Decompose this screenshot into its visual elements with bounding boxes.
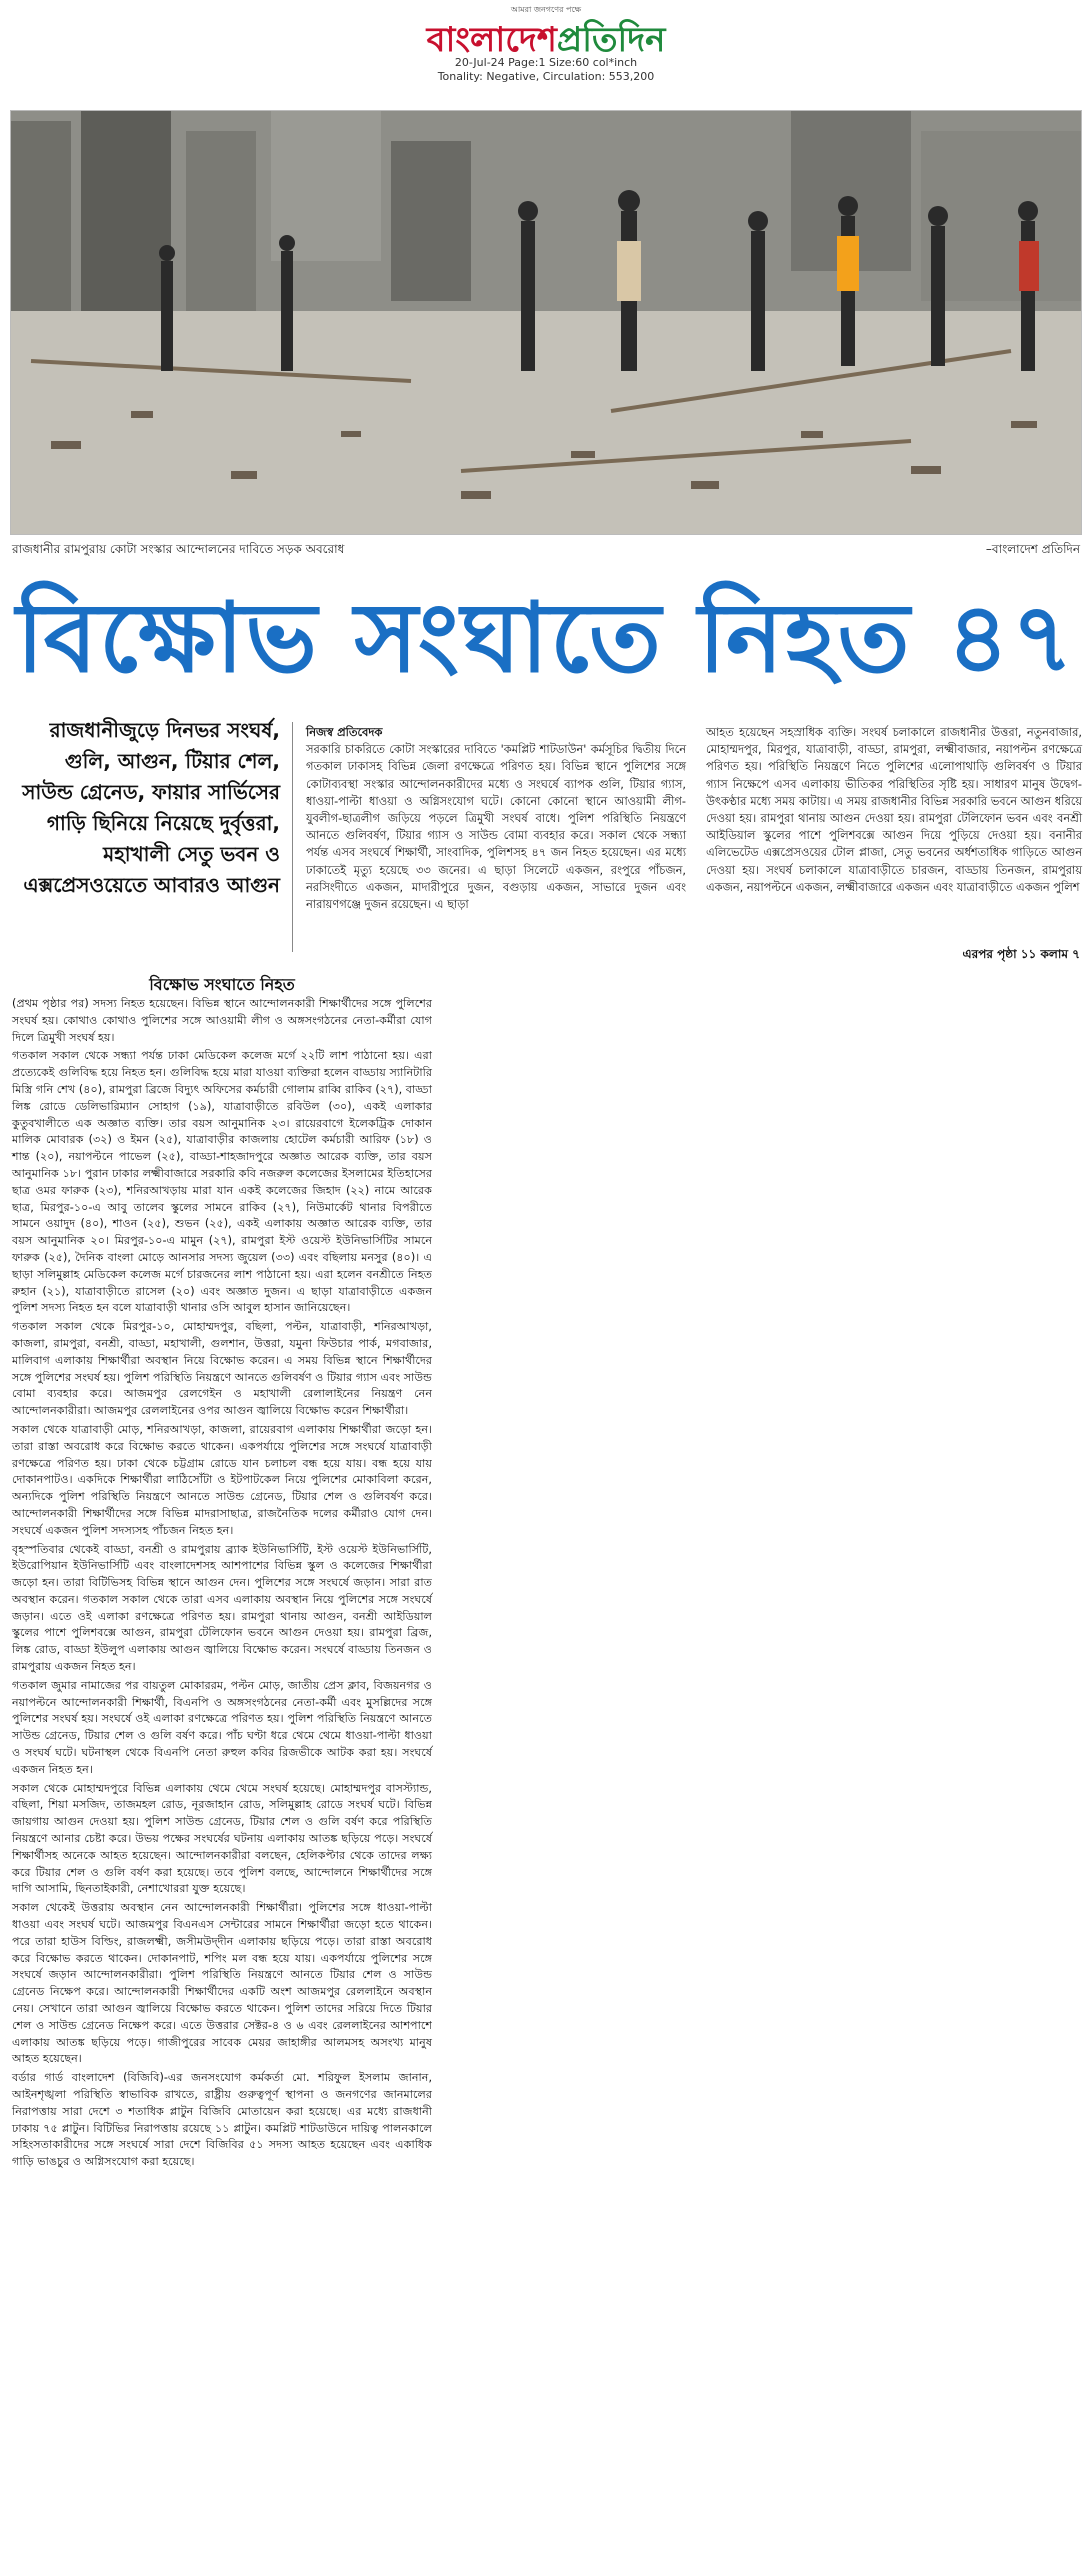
stats-line: Tonality: Negative, Circulation: 553,200 [437,70,655,83]
masthead [0,0,1092,100]
jump-paragraph: সকাল থেকে যাত্রাবাড়ী মোড়, শনিরআখড়া, কাজলা, রায়েরবাগ এলাকায় শিক্ষার্থীরা জড়ো হন। তারা রাস্তা অবরোধ করে বিক্ষোভ করতে থাকেন। একপর্যায়ে পুলিশের সঙ্গে সংঘর্ষে যাত্রাবাড়ী রণক্ষেত্রে পরিণত হয়। ঢাকা থেকে চট্টগ্রাম রোডে যান চলাচল বন্ধ হয়ে যায়। বন্ধ হয়ে যায় দোকানপাটও। একদিকে শিক্ষার্থীরা লাঠিসোঁটা ও ইটপাটকেল নিয়ে পুলিশের মোকাবিলা করেন, অন্যদিকে পুলিশ পরিস্থিতি নিয়ন্ত্রণে আনতে সাউন্ড গ্রেনেড, টিয়ার শেল ও গুলিবর্ষণ করে। আন্দোলনকারী শিক্ষার্থীদের সঙ্গে বিভিন্ন মাদরাসাছাত্র, রাজনৈতিক দলের কর্মীরাও যোগ দেন। সংঘর্ষে একজন পুলিশ সদস্যসহ পাঁচজন নিহত হন। [12,1422,432,1537]
main-headline: বিক্ষোভ সংঘাতে নিহত ৪৭ [16,581,1076,694]
continued-on-page: এরপর পৃষ্ঠা ১১ কলাম ৭ [962,947,1080,961]
article-column-2-text: আহত হয়েছেন সহস্রাধিক ব্যক্তি। সংঘর্ষ চলাকালে রাজধানীর উত্তরা, নতুনবাজার, মোহাম্মদপুর, মিরপুর, যাত্রাবাড়ী, বাড্ডা, রামপুরা, লক্ষ্মীবাজার, নয়াপল্টন রণক্ষেত্রে পরিণত হয়। পরিস্থিতি নিয়ন্ত্রণে নিতে পুলিশের এলোপাথাড়ি গুলিবর্ষণ ও টিয়ার গ্যাস নিক্ষেপে এসব এলাকায় ভীতিকর পরিস্থিতির সৃষ্টি হয়। সাধারণ মানুষ উদ্বেগ-উৎকণ্ঠার মধ্যে সময় কাটায়। এ সময় রাজধানীর বিভিন্ন সরকারি ভবনে আগুন ধরিয়ে দেওয়া হয়। রামপুরা থানায় আগুন দেওয়া হয়। রামপুরা টেলিফোন ভবন এবং বনশ্রী আইডিয়াল স্কুলের পাশে পুলিশবক্সে আগুন দিয়ে পুড়িয়ে দেওয়া হয়। বনানীর এলিভেটেড এক্সপ্রেসওয়ের টোল প্লাজা, সেতু ভবনের অর্ধশতাধিক গাড়িতে আগুন দেওয়া হয়। সংঘর্ষ চলাকালে যাত্রাবাড়ীতে চারজন, বাড্ডায় তিনজন, রামপুরায় একজন, নয়াপল্টনে একজন, লক্ষ্মীবাজারে একজন এবং যাত্রাবাড়ীতে একজন পুলিশ [706,725,1082,894]
jump-paragraph: বর্ডার গার্ড বাংলাদেশ (বিজিবি)-এর জনসংযোগ কর্মকর্তা মো. শরিফুল ইসলাম জানান, আইনশৃঙ্খলা পরিস্থিতি স্বাভাবিক রাখতে, রাষ্ট্রীয় গুরুত্বপূর্ণ স্থাপনা ও জনগণের জানমালের নিরাপত্তায় সারা দেশে ৩ শতাধিক প্লাটুন বিজিবি মোতায়েন করা হয়েছে। এর মধ্যে রাজধানী ঢাকায় ৭৫ প্লাটুন। বিটিভির নিরাপত্তায় রয়েছে ১১ প্লাটুন। কমপ্লিট শাটডাউনে দায়িত্ব পালনকালে সহিংসতাকারীদের সঙ্গে সংঘর্ষে সারা দেশে বিজিবির ৫১ সদস্য আহত হয়েছেন এবং একাধিক গাড়ি ভাঙচুর ও অগ্নিসংযোগ করা হয়েছে। [12,2071,432,2169]
article-column-1-text: সরকারি চাকরিতে কোটা সংস্কারের দাবিতে 'কমপ্লিট শাটডাউন' কর্মসূচির দ্বিতীয় দিনে গতকাল ঢাকাসহ বিভিন্ন জেলা রণক্ষেত্রে পরিণত হয়। বিভিন্ন স্থানে পুলিশের সঙ্গে কোটাব্যবস্থা সংস্কার আন্দোলনকারীদের মধ্যে ও সংঘর্ষে ব্যাপক গুলি, টিয়ার গ্যাস, ধাওয়া-পাল্টা ধাওয়া ও অগ্নিসংযোগ ঘটে। কোনো কোনো স্থানে আওয়ামী লীগ-যুবলীগ-ছাত্রলীগ জড়িয়ে পড়লে ত্রিমুখী সংঘর্ষ বাধে। পুলিশ পরিস্থিতি নিয়ন্ত্রণে আনতে গুলিবর্ষণ, টিয়ার গ্যাস ও সাউন্ড বোমা ব্যবহার করে। সকাল থেকে সন্ধ্যা পর্যন্ত এসব সংঘর্ষে শিক্ষার্থী, সাংবাদিক, পুলিশসহ ৪৭ জন নিহত হয়েছেন। এর মধ্যে ঢাকাতেই মৃত্যু হয়েছে ৩৩ জনের। এ ছাড়া সিলেটে একজন, রংপুরে পাঁচজন, নরসিংদীতে একজন, মাদারীপুরে দুজন, বগুড়ায় একজন, সাভারে দুজন এবং নারায়ণগঞ্জে দুজন রয়েছেন। এ ছাড়া [306,742,686,912]
byline: নিজস্ব প্রতিবেদক [306,725,383,739]
jump-paragraph: গতকাল জুমার নামাজের পর বায়তুল মোকাররম, পল্টন মোড়, জাতীয় প্রেস ক্লাব, বিজয়নগর ও নয়াপল্টনে আন্দোলনকারী শিক্ষার্থী, বিএনপি ও অঙ্গসংগঠনের নেতা-কর্মী এবং মুসল্লিদের সঙ্গে পুলিশের সংঘর্ষ হয়। সংঘর্ষে ওই এলাকা রণক্ষেত্রে পরিণত হয়। পুলিশ পরিস্থিতি নিয়ন্ত্রণে আনতে সাউন্ড গ্রেনেড, টিয়ার শেল ও গুলি বর্ষণ করে। পাঁচ ঘণ্টা ধরে থেমে থেমে ধাওয়া-পাল্টা ধাওয়া ও সংঘর্ষ ঘটে। ঘটনাস্থল থেকে বিএনপি নেতা রুহুল কবির রিজভীকে আটক করা হয়। সংঘর্ষে একজন নিহত হন। [12,1678,432,1776]
jump-page-body [12,996,432,2173]
street-clash-photo-illustration [11,111,1081,534]
jump-page-title: বিক্ষোভ সংঘাতে নিহত [149,975,295,994]
jump-paragraph: গতকাল সকাল থেকে সন্ধ্যা পর্যন্ত ঢাকা মেডিকেল কলেজ মর্গে ২২টি লাশ পাঠানো হয়। এরা প্রত্যেকেই গুলিবিদ্ধ হয়ে নিহত হন। গুলিবিদ্ধ হয়ে মারা যাওয়া ব্যক্তিরা হলেন বাড্ডায় স্যানিটারি মিস্ত্রি গনি শেখ (৪০), রামপুরা ব্রিজে বিদ্যুৎ অফিসের কর্মচারী গোলাম রাব্বি রাকিব (২৭), বাড্ডা লিঙ্ক রোডে ডেলিভারিম্যান সোহাগ (১৯), যাত্রাবাড়ীতে রবিউল (৩০), একই এলাকার কুতুবখালীতে এক অজ্ঞাত ব্যক্তি। তার বয়স আনুমানিক ২৩। রায়েরবাগে ইলেকট্রিক দোকান মালিক মোবারক (৩২) ও ইমন (২৫), যাত্রাবাড়ীর কাজলায় হোটেল কর্মচারী আরিফ (১৮) ও শান্ত (২০), নয়াপল্টনে পাভেল (২৫), বাড্ডা-শাহজাদপুরে অজ্ঞাত আরেক ব্যক্তি, তার বয়স আনুমানিক ১৮। পুরান ঢাকার লক্ষ্মীবাজারে সরকারি কবি নজরুল কলেজের ইসলামের ইতিহাসের ছাত্র ওমর ফারুক (২৩), শনিরআখড়ায় মারা যান একই কলেজের জিহাদ (২২) নামে আরেক ছাত্র, মিরপুর-১০-এ আবু তালেব স্কুলের সামনে রাকিব (২৭), নিউমার্কেট থানার বিপরীতে সামনে ওয়াদুদ (৪০), শাওন (২৫), শুভন (২৫), একই এলাকায় অজ্ঞাত আরেক ব্যক্তি, তার বয়স আনুমানিক ২০। মিরপুর-১০-এ মামুন (২৭), রামপুরা ইস্ট ওয়েস্ট ইউনিভার্সিটির সামনে ফারুক (২৫), দৈনিক বাংলা মোড়ে আনসার সদস্য জুয়েল (৩৩) এবং বছিলায় মনসুর (৪০)। এ ছাড়া সলিমুল্লাহ মেডিকেল কলেজ মর্গে চারজনের লাশ পাঠানো হয়। এরা হলেন বনশ্রীতে নিহত রুহান (২১), যাত্রাবাড়ীতে রাসেল (২০) এবং অজ্ঞাত দুজন। এ ছাড়া যাত্রাবাড়ীতে একজন পুলিশ সদস্য নিহত হন বলে যাত্রাবাড়ী থানার ওসি আবুল হাসান জানিয়েছেন। [12,1049,432,1315]
article-column-1 [306,724,686,913]
jump-paragraph: সকাল থেকেই উত্তরায় অবস্থান নেন আন্দোলনকারী শিক্ষার্থীরা। পুলিশের সঙ্গে ধাওয়া-পাল্টা ধাওয়া এবং সংঘর্ষ ঘটে। আজমপুর বিএনএস সেন্টারের সামনে শিক্ষার্থীরা জড়ো হতে থাকেন। পরে তারা হাউস বিল্ডিং, রাজলক্ষ্মী, জসীমউদ্‌দীন এলাকায় ছড়িয়ে পড়ে। তারা রাস্তা অবরোধ করে বিক্ষোভ করতে থাকেন। দোকানপাট, শপিং মল বন্ধ হয়ে যায়। একপর্যায়ে পুলিশের সঙ্গে সংঘর্ষে জড়ান আন্দোলনকারীরা। পুলিশ পরিস্থিতি নিয়ন্ত্রণে আনতে টিয়ার শেল ও সাউন্ড গ্রেনেড নিক্ষেপ করে। আন্দোলনকারী শিক্ষার্থীদের একটি অংশ আজমপুর রেললাইনে অবস্থান নেয়। সেখানে তারা আগুন জ্বালিয়ে বিক্ষোভ করতে থাকেন। পুলিশ তাদের সরিয়ে দিতে টিয়ার শেল ও সাউন্ড গ্রেনেড নিক্ষেপ করে। এতে উত্তরার সেক্টর-৪ ও ৬ এবং রেললাইনের আশপাশে এলাকায় আতঙ্ক ছড়িয়ে পড়ে। গাজীপুরের সাবেক মেয়র জাহাঙ্গীর আলমসহ অসংখ্য মানুষ আহত হয়েছেন। [12,1901,432,2066]
date-line: 20-Jul-24 Page:1 Size:60 col*inch [454,56,638,69]
photo-caption: রাজধানীর রামপুরায় কোটা সংস্কার আন্দোলনের দাবিতে সড়ক অবরোধ [12,542,345,556]
article-column-2 [706,724,1082,896]
photo-credit: –বাংলাদেশ প্রতিদিন [985,542,1080,556]
jump-paragraph: সকাল থেকে মোহাম্মদপুরে বিভিন্ন এলাকায় থেমে থেমে সংঘর্ষ হয়েছে। মোহাম্মদপুর বাসস্ট্যান্ড, বছিলা, শিয়া মসজিদ, তাজমহল রোড, নূরজাহান রোড, সলিমুল্লাহ রোডে সংঘর্ষ ঘটে। বিভিন্ন জায়গায় আগুন দেওয়া হয়। পুলিশ সাউন্ড গ্রেনেড, টিয়ার শেল ও গুলি বর্ষণ করে পরিস্থিতি নিয়ন্ত্রণে আনার চেষ্টা করে। উভয় পক্ষের সংঘর্ষের ঘটনায় এলাকায় আতঙ্ক ছড়িয়ে পড়ে। সংঘর্ষে শিক্ষার্থীসহ অনেকে আহত হয়েছেন। আন্দোলনকারীরা বলছেন, হেলিকপ্টার থেকে তাদের লক্ষ্য করে টিয়ার শেল ও গুলি বর্ষণ করা হয়েছে। তবে পুলিশ বলছে, আন্দোলনে শিক্ষার্থীদের সঙ্গে দাগি আসামি, ছিনতাইকারী, নেশাখোররা যুক্ত হয়েছে। [12,1781,432,1896]
masthead-tagline: আমরা জনগণের পক্ষে [510,5,582,14]
news-photo [10,110,1082,535]
logo-part-1: বাংলাদেশ [426,20,557,60]
jump-paragraph: গতকাল সকাল থেকে মিরপুর-১০, মোহাম্মদপুর, বছিলা, পল্টন, যাত্রাবাড়ী, শনিরআখড়া, কাজলা, রামপুরা, বনশ্রী, বাড্ডা, মহাখালী, গুলশান, উত্তরা, যমুনা ফিউচার পার্ক, মগবাজার, মালিবাগ এলাকায় শিক্ষার্থীরা অবস্থান নিয়ে বিক্ষোভ করেন। এ সময় বিভিন্ন স্থানে শিক্ষার্থীদের সঙ্গে পুলিশের সংঘর্ষ হয়। পুলিশ পরিস্থিতি নিয়ন্ত্রণে আনতে গুলিবর্ষণ ও টিয়ার গ্যাস এবং সাউন্ড বোমা ব্যবহার করে। আজমপুর রেলগেইন ও মহাখালী রেলালাইনের নিয়ন্ত্রণ নেন আন্দোলনকারীরা। আজমপুর রেললাইনের ওপর আগুন জ্বালিয়ে বিক্ষোভ করেন শিক্ষার্থীরা। [12,1320,432,1418]
jump-paragraph: বৃহস্পতিবার থেকেই বাড্ডা, বনশ্রী ও রামপুরায় ব্র্যাক ইউনিভার্সিটি, ইস্ট ওয়েস্ট ইউনিভার্সিটি, ইউরোপিয়ান ইউনিভার্সিটি এবং বাংলাদেশসহ আশপাশের বিভিন্ন স্কুল ও কলেজের শিক্ষার্থীরা জড়ো হন। তারা বিটিভিসহ বিভিন্ন স্থানে আগুন দেন। পুলিশের সঙ্গে সংঘর্ষে জড়ান। সারা রাত অবস্থান করেন। গতকাল সকাল থেকে তারা এসব এলাকায় অবস্থান নিয়ে পুলিশের সঙ্গে সংঘর্ষে জড়ান। এতে ওই এলাকা রণক্ষেত্রে পরিণত হয়। রামপুরা থানায় আগুন, বনশ্রী আইডিয়াল স্কুলের পাশে পুলিশবক্সে আগুন, রামপুরা টেলিফোন ভবনে আগুন দেওয়া হয়। রামপুরা ব্রিজ, লিঙ্ক রোড, বাড্ডা ইউলুপ এলাকায় আগুন জ্বালিয়ে বিক্ষোভ করেন। সংঘর্ষে বাড্ডায় তিনজন ও রামপুরায় একজন নিহত হন। [12,1542,432,1674]
clipping-meta [0,56,1092,84]
headline-deck: রাজধানীজুড়ে দিনভর সংঘর্ষ, গুলি, আগুন, টিয়ার শেল, সাউন্ড গ্রেনেড, ফায়ার সার্ভিসের গাড়ি ছিনিয়ে নিয়েছে দুর্বৃত্তরা, মহাখালী সেতু ভবন ও এক্সপ্রেসওয়েতে আবারও আগুন [22,718,280,897]
column-divider [292,722,293,952]
jump-paragraph: (প্রথম পৃষ্ঠার পর) সদস্য নিহত হয়েছেন। বিভিন্ন স্থানে আন্দোলনকারী শিক্ষার্থীদের সঙ্গে পুলিশের সংঘর্ষ হয়। কোথাও কোথাও পুলিশের সঙ্গে আওয়ামী লীগ ও অঙ্গসংগঠনের নেতা-কর্মীরা যোগ দিলে ত্রিমুখী সংঘর্ষ হয়। [12,997,432,1044]
logo-part-2: প্রতিদিন [556,20,666,60]
